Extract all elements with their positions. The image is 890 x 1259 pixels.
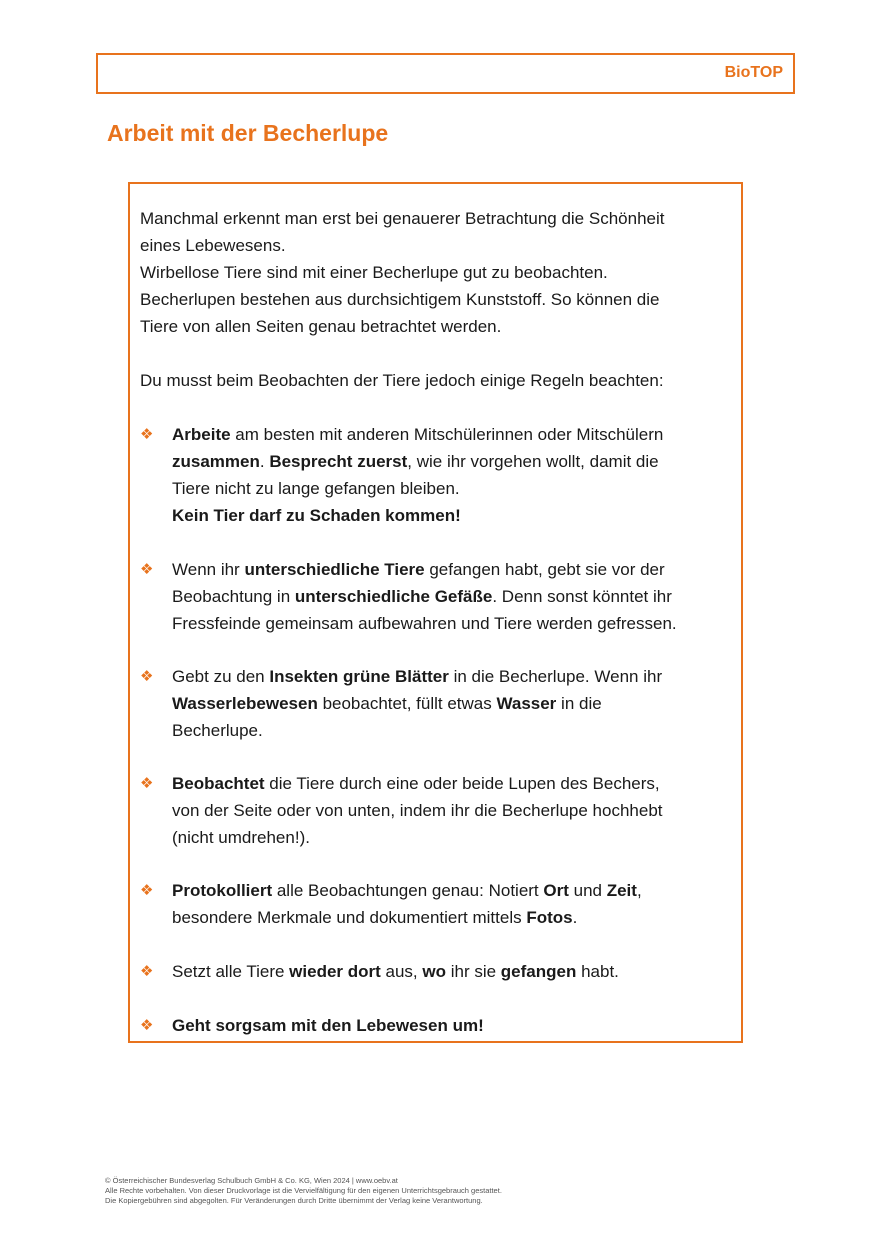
rule-emphasis: Geht sorgsam mit den Lebewesen um! xyxy=(172,1016,484,1035)
rule-line xyxy=(172,824,730,851)
rule-item xyxy=(140,958,730,985)
rule-line xyxy=(172,502,730,529)
rule-segment: am besten mit anderen Mitschülerinnen oder Mitschülern xyxy=(230,425,664,444)
rule-segment: , wie ihr vorgehen wollt, damit die xyxy=(407,452,659,471)
rule-emphasis: Arbeite xyxy=(172,425,231,444)
rule-emphasis: zusammen xyxy=(172,452,260,471)
rule-line xyxy=(172,904,730,931)
rule-segment: Setzt alle Tiere xyxy=(172,962,290,981)
rule-emphasis: Besprecht zuerst xyxy=(269,452,408,471)
rule-segment: Fressfeinde gemeinsam aufbewahren und Tiere werden gefressen. xyxy=(172,614,677,633)
rule-emphasis: Fotos xyxy=(526,908,573,927)
rule-emphasis: Kein Tier darf zu Schaden kommen! xyxy=(172,506,461,525)
rule-emphasis: wieder dort xyxy=(289,962,381,981)
rule-segment: (nicht umdrehen!). xyxy=(172,828,310,847)
rules-lead: Du musst beim Beobachten der Tiere jedoch einige Regeln beachten: xyxy=(140,371,664,390)
copyright-footer xyxy=(105,1176,502,1206)
rule-segment: aus, xyxy=(380,962,423,981)
intro-line: eines Lebewesens. xyxy=(140,236,286,255)
rule-text xyxy=(172,663,730,744)
rule-text xyxy=(172,770,730,851)
rule-segment: , xyxy=(636,881,642,900)
rule-emphasis: Protokolliert xyxy=(172,881,273,900)
rule-emphasis: Wasserlebewesen xyxy=(172,694,318,713)
rule-line xyxy=(172,1012,730,1039)
header-box xyxy=(96,53,795,94)
footer-line: Alle Rechte vorbehalten. Von dieser Druckvorlage ist die Vervielfältigung für den eigenen Unterrichtsgebrauch gestattet. xyxy=(105,1186,502,1195)
diamond-bullet-icon: ❖ xyxy=(140,775,154,792)
rule-emphasis: Beobachtet xyxy=(172,774,265,793)
rule-segment: die Tiere durch eine oder beide Lupen des Bechers, xyxy=(264,774,660,793)
rule-segment: in die Becherlupe. Wenn ihr xyxy=(448,667,663,686)
intro-line: Wirbellose Tiere sind mit einer Becherlupe gut zu beobachten. xyxy=(140,263,608,282)
diamond-bullet-icon: ❖ xyxy=(140,1017,154,1034)
rule-emphasis: wo xyxy=(422,962,446,981)
rule-segment: und xyxy=(568,881,607,900)
footer-line: Die Kopiergebühren sind abgegolten. Für Veränderungen durch Dritte übernimmt der Verlag keine Verantwortung. xyxy=(105,1196,483,1205)
rule-emphasis: Insekten grüne Blätter xyxy=(269,667,449,686)
page-title: Arbeit mit der Becherlupe xyxy=(107,120,389,146)
diamond-bullet-icon: ❖ xyxy=(140,561,154,578)
rule-segment: . xyxy=(259,452,270,471)
rule-emphasis: Zeit xyxy=(606,881,637,900)
rule-segment: beobachtet, füllt etwas xyxy=(317,694,497,713)
rule-segment: Wenn ihr xyxy=(172,560,245,579)
rule-text xyxy=(172,421,730,529)
rule-line xyxy=(172,610,730,637)
rule-text xyxy=(172,1012,730,1039)
rule-line xyxy=(172,556,730,583)
rule-line xyxy=(172,448,730,475)
diamond-bullet-icon: ❖ xyxy=(140,963,154,980)
rule-item xyxy=(140,663,730,744)
rule-line xyxy=(172,958,730,985)
rule-emphasis: unterschiedliche Gefäße xyxy=(294,587,493,606)
rule-item xyxy=(140,556,730,637)
rule-text xyxy=(172,958,730,985)
rule-item xyxy=(140,770,730,851)
rule-line xyxy=(172,663,730,690)
rule-line xyxy=(172,421,730,448)
rule-segment: habt. xyxy=(576,962,619,981)
rule-emphasis: Ort xyxy=(543,881,569,900)
intro-line: Becherlupen bestehen aus durchsichtigem Kunststoff. So können die xyxy=(140,290,660,309)
diamond-bullet-icon: ❖ xyxy=(140,882,154,899)
intro-line: Manchmal erkennt man erst bei genauerer Betrachtung die Schönheit xyxy=(140,209,665,228)
rule-emphasis: unterschiedliche Tiere xyxy=(244,560,425,579)
rule-emphasis: Wasser xyxy=(496,694,557,713)
rule-segment: Tiere nicht zu lange gefangen bleiben. xyxy=(172,479,460,498)
rule-segment: in die xyxy=(556,694,602,713)
rule-line xyxy=(172,877,730,904)
rule-segment: von der Seite oder von unten, indem ihr die Becherlupe hochhebt xyxy=(172,801,663,820)
rule-segment: alle Beobachtungen genau: Notiert xyxy=(272,881,544,900)
rule-item xyxy=(140,421,730,529)
rule-segment: besondere Merkmale und dokumentiert mittels xyxy=(172,908,527,927)
rule-line xyxy=(172,770,730,797)
rule-segment: Beobachtung in xyxy=(172,587,295,606)
rule-emphasis: gefangen xyxy=(500,962,577,981)
footer-line: © Österreichischer Bundesverlag Schulbuch GmbH & Co. KG, Wien 2024 | www.oebv.at xyxy=(105,1176,398,1185)
rule-segment: Gebt zu den xyxy=(172,667,270,686)
rule-segment: . xyxy=(572,908,578,927)
rule-line xyxy=(172,583,730,610)
rule-line xyxy=(172,797,730,824)
rule-segment: Becherlupe. xyxy=(172,721,263,740)
rule-line xyxy=(172,475,730,502)
intro-line: Tiere von allen Seiten genau betrachtet werden. xyxy=(140,317,502,336)
rule-item xyxy=(140,1012,730,1039)
rule-line xyxy=(172,690,730,717)
content-box xyxy=(128,182,743,1043)
rule-segment: ihr sie xyxy=(446,962,501,981)
diamond-bullet-icon: ❖ xyxy=(140,668,154,685)
diamond-bullet-icon: ❖ xyxy=(140,426,154,443)
intro-paragraph xyxy=(140,205,730,340)
brand-label: BioTOP xyxy=(724,64,783,81)
rule-text xyxy=(172,877,730,931)
rule-text xyxy=(172,556,730,637)
rule-line xyxy=(172,717,730,744)
rule-segment: . Denn sonst könntet ihr xyxy=(492,587,672,606)
rule-segment: gefangen habt, gebt sie vor der xyxy=(424,560,665,579)
rule-item xyxy=(140,877,730,931)
